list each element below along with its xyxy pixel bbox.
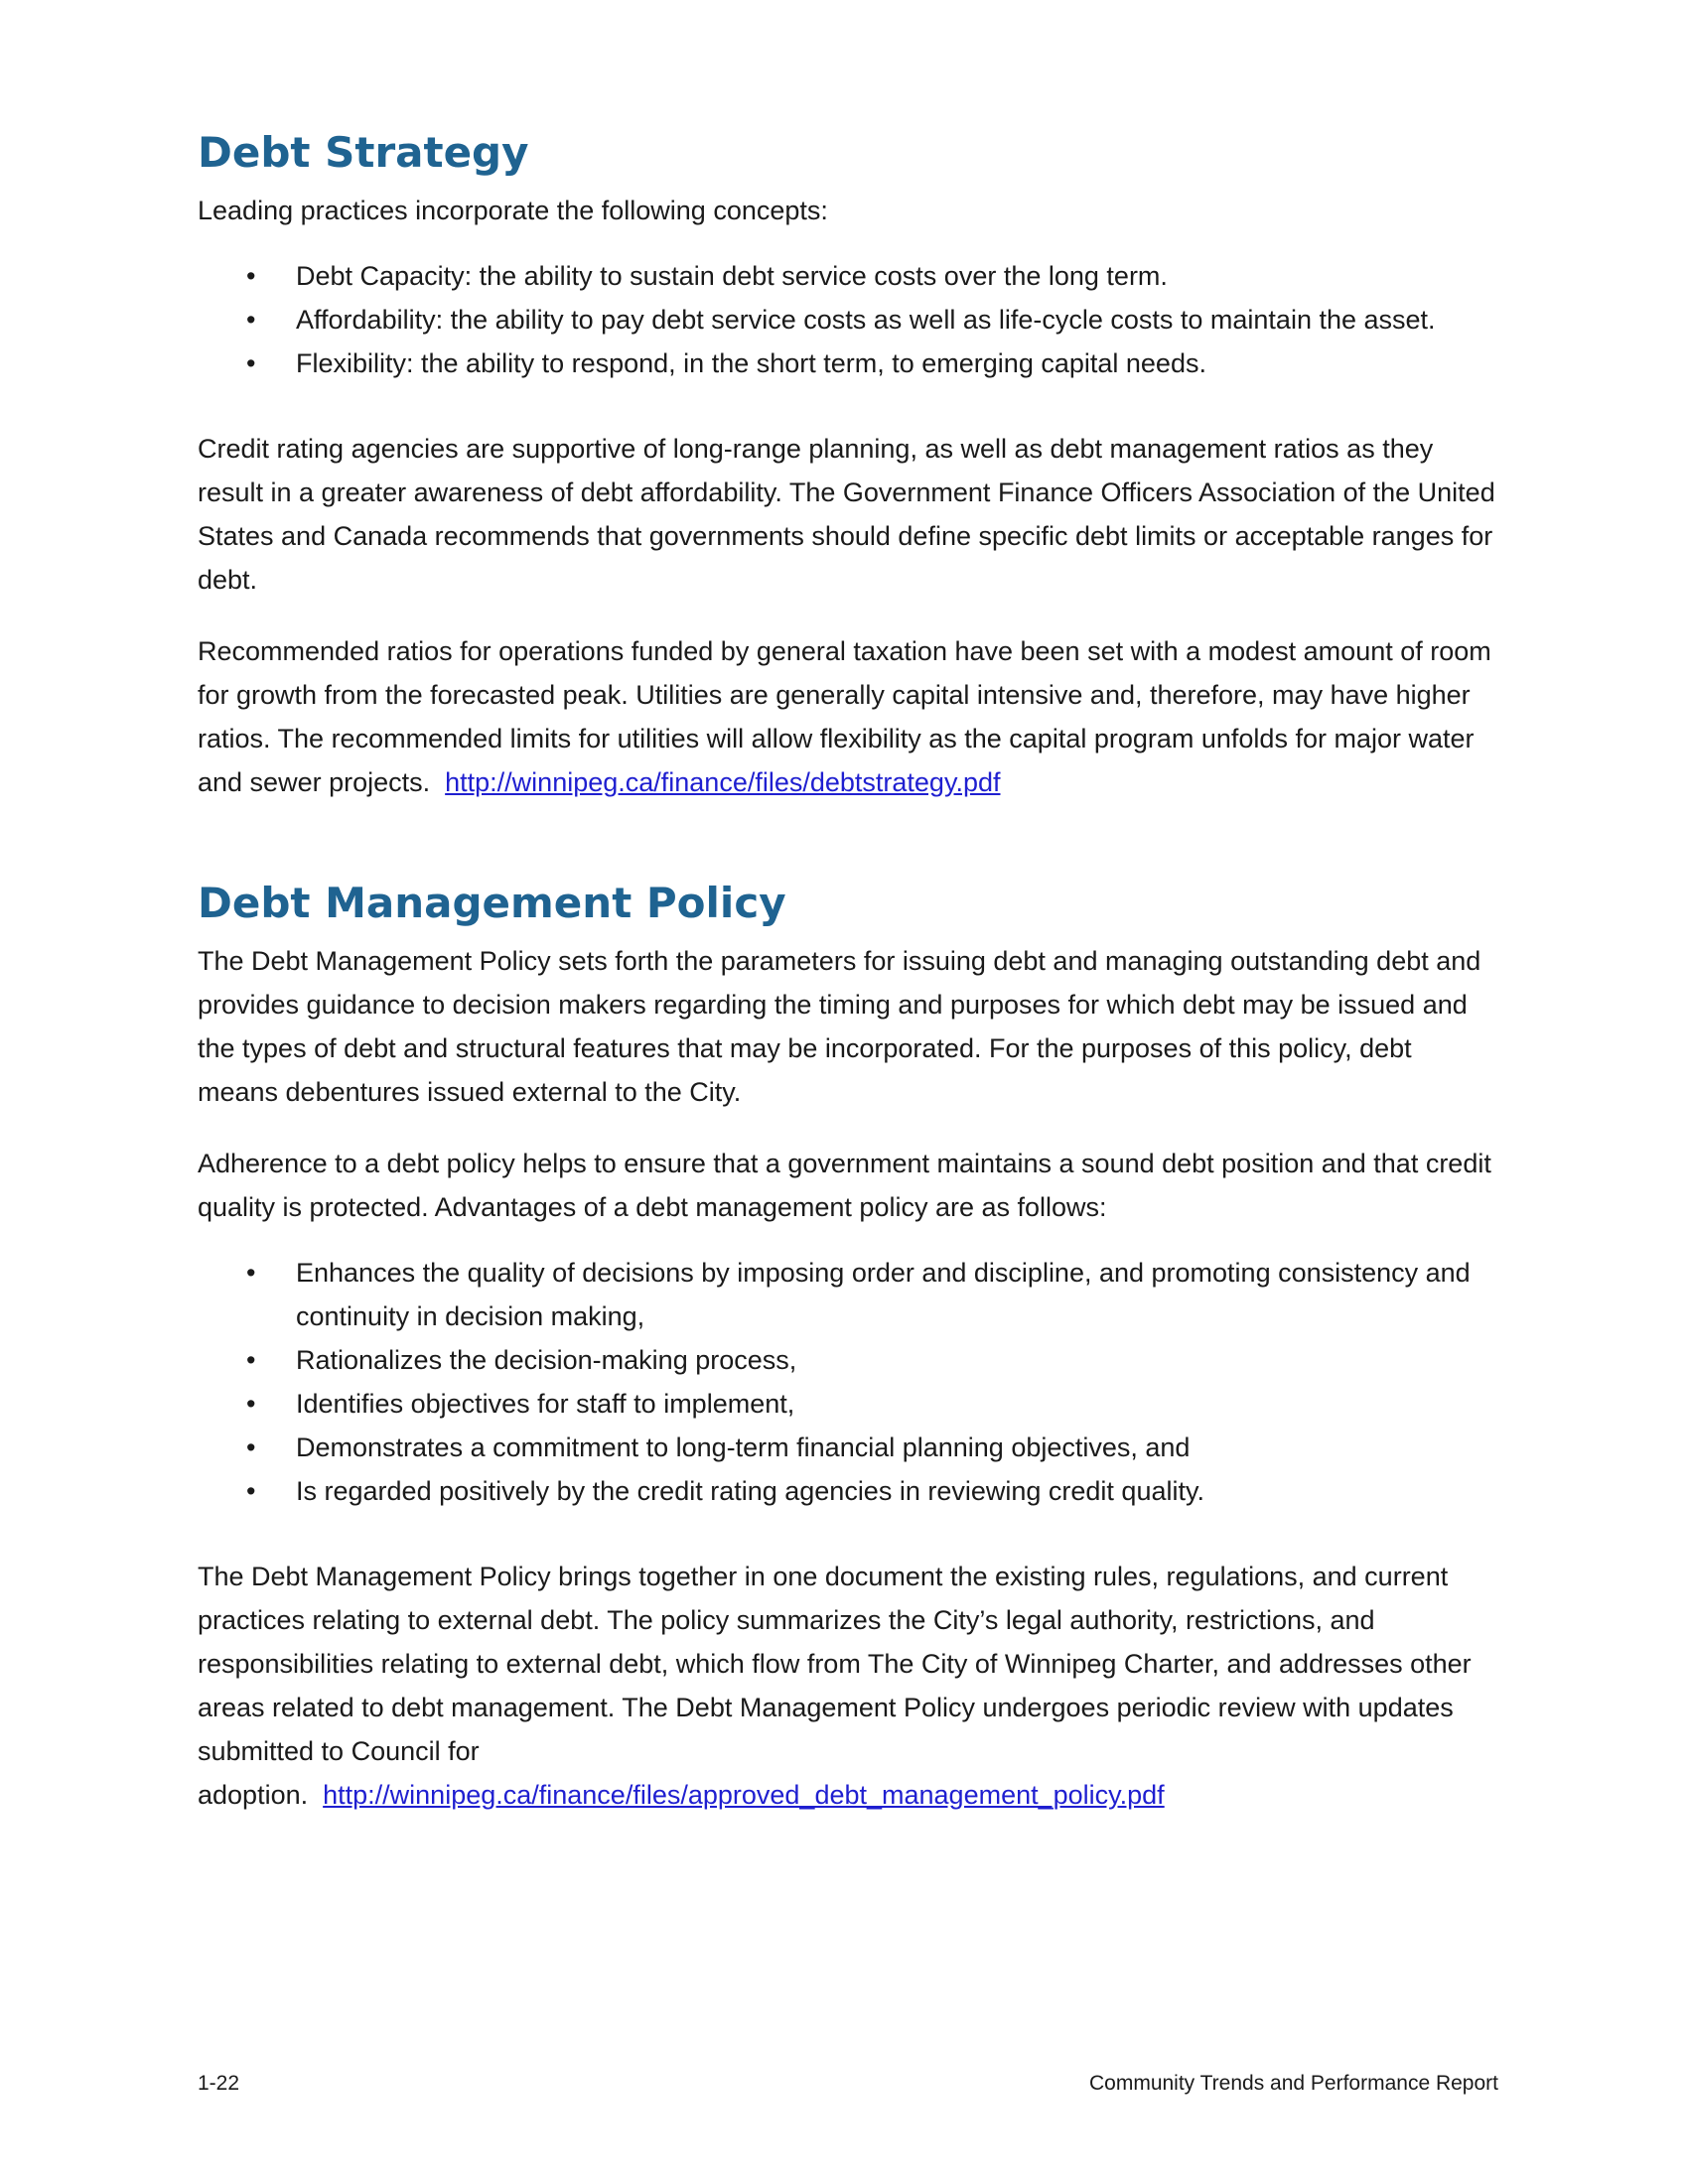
- debt-strategy-heading: Debt Strategy: [198, 128, 529, 177]
- list-item-text: Flexibility: the ability to respond, in the short term, to emerging capital needs.: [296, 348, 1206, 378]
- bullet-icon: •: [246, 348, 256, 378]
- list-item-text: Debt Capacity: the ability to sustain debt service costs over the long term.: [296, 261, 1168, 291]
- report-title: Community Trends and Performance Report: [1088, 2072, 1498, 2095]
- list-item: [198, 341, 1498, 385]
- list-item: [198, 1382, 1498, 1426]
- bullet-icon: •: [246, 1345, 256, 1375]
- credit-rating-paragraph: Credit rating agencies are supportive of long-range planning, as well as debt management ratios as they result in a greater awareness of debt affordability. The Government Finance Officers Association of the United States and Canada recommends that governments should define specific debt limits or acceptable ranges for debt.: [198, 434, 1495, 595]
- list-item: [198, 1338, 1498, 1382]
- page-content: [198, 127, 1498, 1817]
- list-item-text: Rationalizes the decision-making process,: [296, 1345, 797, 1375]
- policy-advantages-list: [198, 1251, 1498, 1513]
- list-item-text: Demonstrates a commitment to long-term financial planning objectives, and: [296, 1433, 1191, 1462]
- bullet-icon: •: [246, 1389, 256, 1419]
- list-item: [198, 254, 1498, 298]
- bullet-icon: •: [246, 1258, 256, 1288]
- bullet-icon: •: [246, 305, 256, 335]
- debt-strategy-link[interactable]: http://winnipeg.ca/finance/files/debtstrategy.pdf: [445, 767, 1001, 797]
- list-item: [198, 1469, 1498, 1513]
- list-item-text: Is regarded positively by the credit rating agencies in reviewing credit quality.: [296, 1476, 1204, 1506]
- list-item-text: Affordability: the ability to pay debt service costs as well as life-cycle costs to maintain the asset.: [296, 305, 1436, 335]
- bullet-icon: •: [246, 1476, 256, 1506]
- page-number: 1-22: [198, 2072, 240, 2095]
- bullet-icon: •: [246, 261, 256, 291]
- bullet-icon: •: [246, 1433, 256, 1462]
- list-item: [198, 298, 1498, 341]
- debt-management-policy-heading: Debt Management Policy: [198, 879, 786, 927]
- policy-summary-text: The Debt Management Policy brings together in one document the existing rules, regulations, and current practices relating to external debt. The policy summarizes the City’s legal authority, restrictions, and responsibilities relating to external debt, which flow from The City of Winnipeg Charter, and addresses other areas related to debt management. The Debt Management Policy undergoes periodic review with updates submitted to Council for: [198, 1562, 1472, 1766]
- debt-strategy-intro: Leading practices incorporate the following concepts:: [198, 196, 828, 225]
- policy-summary-last-word: adoption.: [198, 1780, 309, 1810]
- debt-strategy-concepts-list: [198, 254, 1498, 385]
- list-item: [198, 1426, 1498, 1469]
- policy-adherence-paragraph: Adherence to a debt policy helps to ensure that a government maintains a sound debt position and that credit quality is protected. Advantages of a debt management policy are as follows:: [198, 1149, 1491, 1222]
- debt-management-policy-link[interactable]: http://winnipeg.ca/finance/files/approved_debt_management_policy.pdf: [323, 1780, 1165, 1810]
- policy-summary-paragraph: [198, 1555, 1498, 1817]
- list-item: [198, 1251, 1498, 1338]
- list-item-text: Enhances the quality of decisions by imposing order and discipline, and promoting consistency and continuity in decision making,: [296, 1258, 1471, 1331]
- policy-parameters-paragraph: The Debt Management Policy sets forth the parameters for issuing debt and managing outstanding debt and provides guidance to decision makers regarding the timing and purposes for which debt may be issued and the types of debt and structural features that may be incorporated. For the purposes of this policy, debt means debentures issued external to the City.: [198, 946, 1481, 1107]
- list-item-text: Identifies objectives for staff to implement,: [296, 1389, 795, 1419]
- recommended-ratios-paragraph: [198, 629, 1498, 804]
- recommended-ratios-text: Recommended ratios for operations funded by general taxation have been set with a modest amount of room for growth from the forecasted peak. Utilities are generally capital intensive and, therefore, may have higher ratios. The recommended limits for utilities will allow flexibility as the capital program unfolds for major water and sewer projects.: [198, 636, 1491, 797]
